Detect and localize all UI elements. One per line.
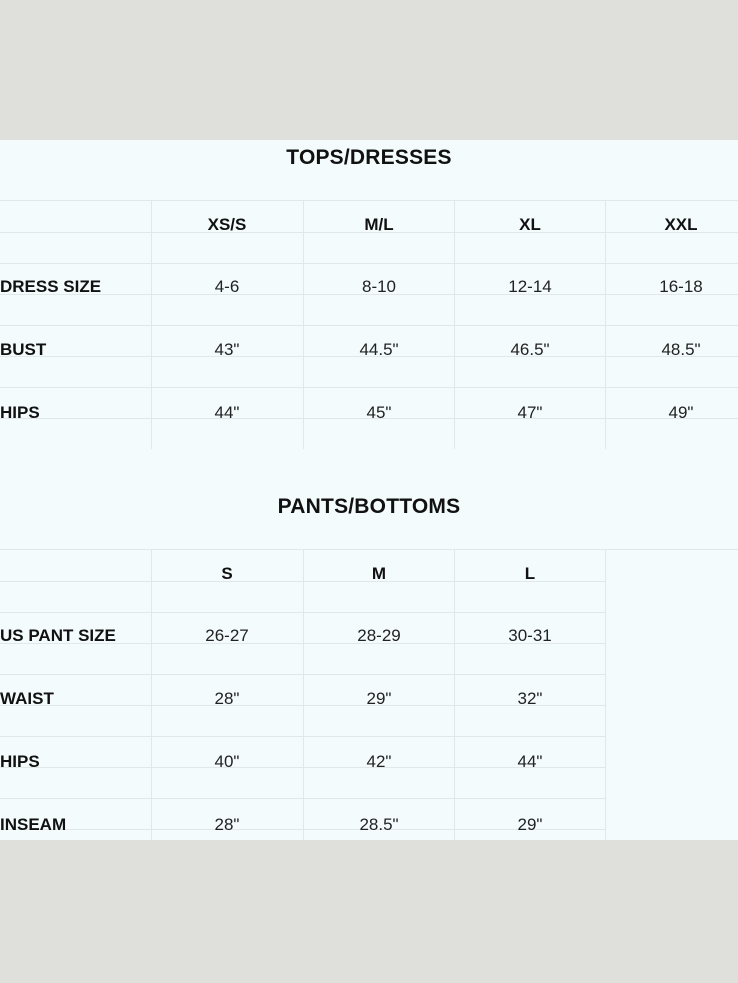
- tops-table-cell: 43": [214, 340, 240, 359]
- pants-row-label: [0, 684, 150, 714]
- pants-grid-hline: [0, 549, 738, 550]
- tops-row-label: [0, 398, 150, 428]
- pants-row-label-text: WAIST: [0, 689, 54, 708]
- tops-table-cell: 47": [517, 403, 543, 422]
- pants-table-cell: 30-31: [508, 626, 552, 645]
- pants-row-label-text: US PANT SIZE: [0, 626, 116, 645]
- tops-table-cell: 12-14: [508, 277, 552, 296]
- pants-column-header: S: [221, 564, 233, 583]
- pants-row-label: [0, 747, 150, 777]
- pants-section-title: PANTS/BOTTOMS: [277, 495, 461, 518]
- pants-table-cell: 29": [366, 689, 392, 708]
- pants-table-cell: 40": [214, 752, 240, 771]
- pants-table-cell: 42": [366, 752, 392, 771]
- pants-row-label-text: HIPS: [0, 752, 40, 771]
- pants-table-cell: 28": [214, 815, 240, 834]
- tops-row-label-text: HIPS: [0, 403, 40, 422]
- tops-column-header: XXL: [664, 215, 698, 234]
- tops-table-cell: 16-18: [659, 277, 703, 296]
- pants-table-cell: 32": [517, 689, 543, 708]
- tops-row-label: [0, 335, 150, 365]
- pants-table-cell: 29": [517, 815, 543, 834]
- pants-row-label-text: INSEAM: [0, 815, 67, 834]
- pants-grid-vline: [605, 549, 606, 840]
- size-chart-sheet: [0, 140, 738, 840]
- tops-table-cell: 44.5": [359, 340, 399, 359]
- tops-section-title: TOPS/DRESSES: [286, 146, 452, 169]
- tops-grid-hline: [0, 387, 738, 388]
- tops-table-cell: 44": [214, 403, 240, 422]
- tops-table-cell: 48.5": [661, 340, 701, 359]
- pants-table-cell: 28.5": [359, 815, 399, 834]
- pants-table-cell: 44": [517, 752, 543, 771]
- tops-column-header: XL: [519, 215, 541, 234]
- pants-row-label: [0, 810, 150, 840]
- tops-column-header: XS/S: [207, 215, 247, 234]
- tops-grid-hline: [0, 325, 738, 326]
- tops-grid-hline: [0, 263, 738, 264]
- tops-table-cell: 49": [668, 403, 694, 422]
- tops-row-label-text: DRESS SIZE: [0, 277, 102, 296]
- pants-column-header: M: [371, 564, 387, 583]
- pants-row-label: [0, 621, 150, 651]
- tops-table-cell: 45": [366, 403, 392, 422]
- tops-table-cell: 46.5": [510, 340, 550, 359]
- tops-column-header: M/L: [364, 215, 394, 234]
- pants-column-header: L: [524, 564, 536, 583]
- tops-grid-hline: [0, 200, 738, 201]
- pants-table-cell: 28": [214, 689, 240, 708]
- pants-table-cell: 28-29: [357, 626, 401, 645]
- tops-table-cell: 8-10: [361, 277, 397, 296]
- tops-row-label: [0, 272, 150, 302]
- tops-row-label-text: BUST: [0, 340, 47, 359]
- pants-table-cell: 26-27: [205, 626, 249, 645]
- tops-table-cell: 4-6: [214, 277, 240, 296]
